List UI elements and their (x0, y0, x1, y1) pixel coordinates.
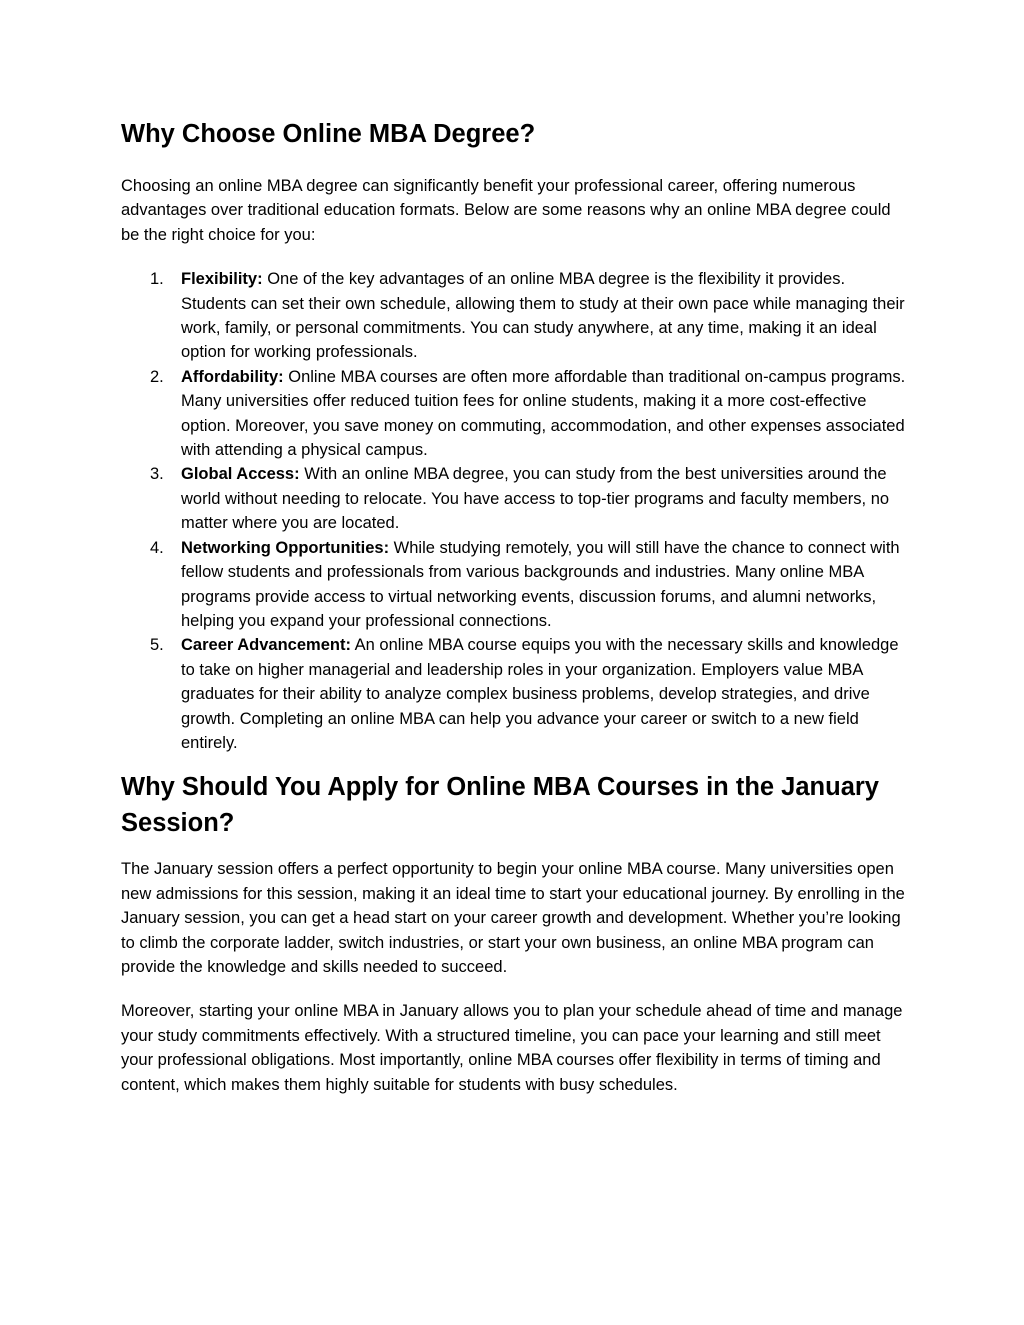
section2-paragraph-1: The January session offers a perfect opportunity to begin your online MBA course. Many universities open new admissions for this session, making it an ideal time to start your educational journey. By enrolling in the January session, you can get a head start on your career growth and development. Whether you’re looking to climb the corporate ladder, switch industries, or start your own business, an online MBA program can provide the knowledge and skills needed to succeed. (121, 860, 905, 976)
section2-paragraph-2: Moreover, starting your online MBA in January allows you to plan your schedule ahead of time and manage your study commitments effectively. With a structured timeline, you can pace your learning and still meet your professional obligations. Most importantly, online MBA courses offer flexibility in terms of timing and content, which makes them highly suitable for students with busy schedules. (121, 1002, 903, 1094)
list-item-affordability (121, 365, 907, 463)
list-item-label: Flexibility: (181, 270, 263, 289)
list-item-text: With an online MBA degree, you can study from the best universities around the world without needing to relocate. You have access to top-tier programs and faculty members, no matter where you are located. (181, 465, 890, 533)
list-item-text: While studying remotely, you will still have the chance to connect with fellow students and professionals from various backgrounds and industries. Many online MBA programs provide access to virtual networking events, discussion forums, and alumni networks, helping you expand your professional connections. (181, 538, 900, 630)
list-item-number: 1. (150, 270, 164, 289)
list-item-networking (121, 536, 907, 634)
list-item-text: One of the key advantages of an online MBA degree is the flexibility it provides. Students can set their own schedule, allowing them to study at their own pace while managing their work, family, or personal commitments. You can study anywhere, at any time, making it an ideal option for working professionals. (181, 270, 905, 362)
list-item-flexibility (121, 267, 907, 365)
list-item-label: Career Advancement: (181, 636, 351, 655)
section1-heading: Why Choose Online MBA Degree? (121, 120, 536, 148)
list-item-number: 2. (150, 367, 164, 386)
list-item-label: Affordability: (181, 367, 284, 386)
document-page (121, 116, 907, 1097)
list-item-number: 4. (150, 538, 164, 557)
list-item-number: 3. (150, 465, 164, 484)
list-item-label: Global Access: (181, 465, 300, 484)
list-item-number: 5. (150, 636, 164, 655)
list-item-text: An online MBA course equips you with the necessary skills and knowledge to take on higher managerial and leadership roles in your organization. Employers value MBA graduates for their ability to analyze complex business problems, develop strategies, and drive growth. Completing an online MBA can help you advance your career or switch to a new field entirely. (181, 636, 899, 752)
list-item-text: Online MBA courses are often more affordable than traditional on-campus programs. Many universities offer reduced tuition fees for online students, making it a more cost-effective option. Moreover, you save money on commuting, accommodation, and other expenses associated with attending a physical campus. (181, 367, 906, 460)
list-item-global-access (121, 462, 907, 535)
list-item-career-advancement (121, 633, 907, 755)
list-item-label: Networking Opportunities: (181, 538, 390, 557)
reasons-list (121, 267, 907, 755)
section1-intro-paragraph: Choosing an online MBA degree can significantly benefit your professional career, offering numerous advantages over traditional education formats. Below are some reasons why an online MBA degree could be the right choice for you: (121, 177, 891, 244)
section2-heading: Why Should You Apply for Online MBA Courses in the January Session? (121, 773, 879, 838)
